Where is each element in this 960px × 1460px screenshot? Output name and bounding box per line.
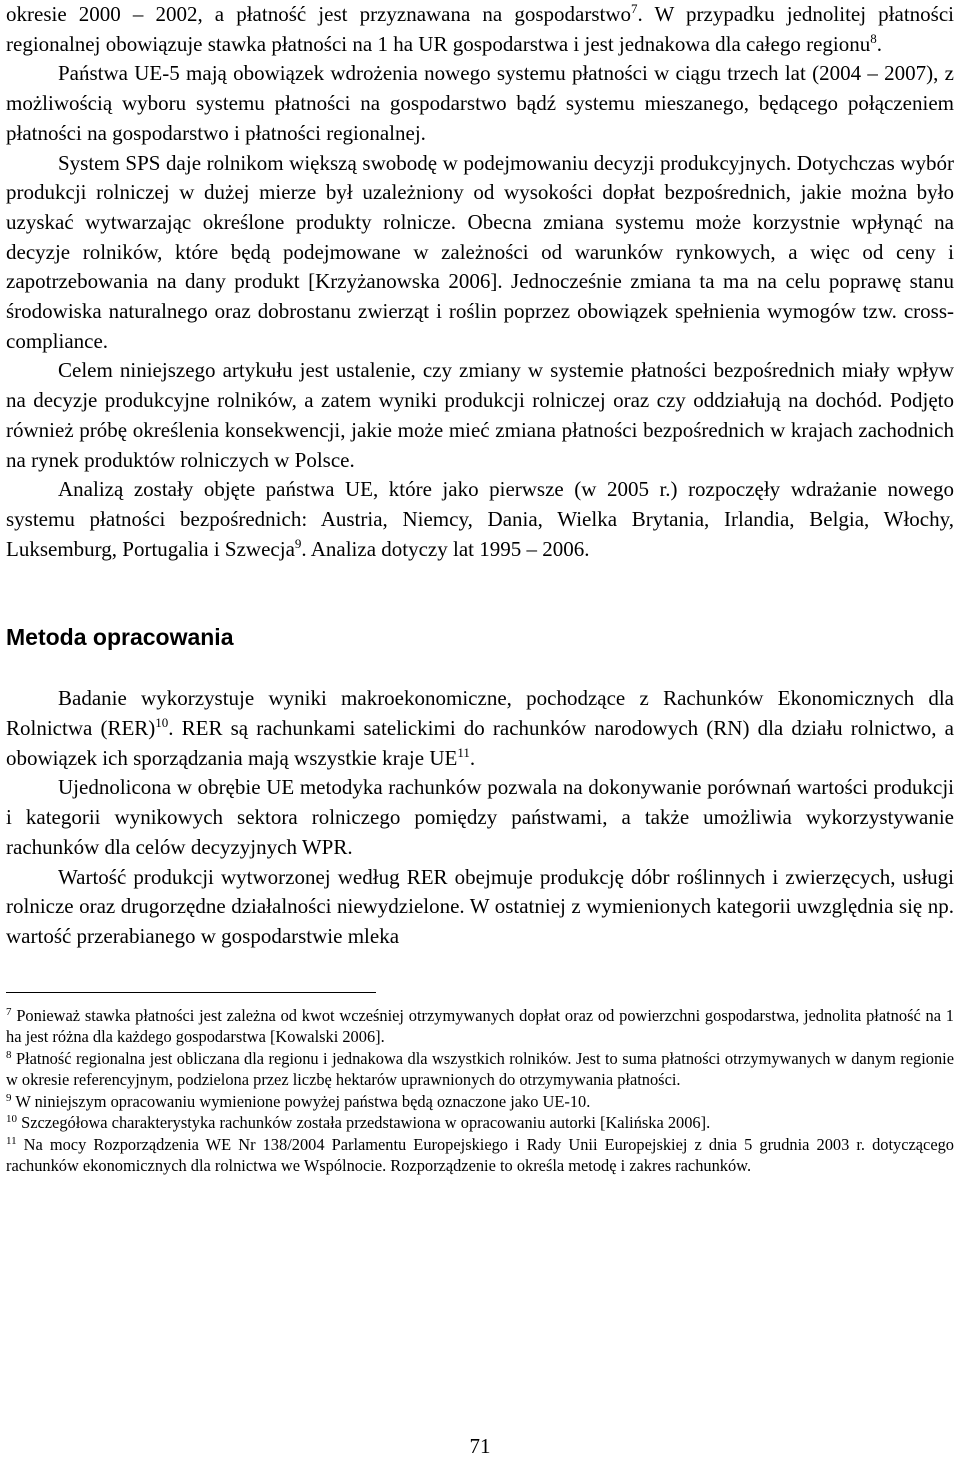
footnote-number: 8 <box>6 1048 12 1061</box>
text-run: okresie 2000 – 2002, a płatność jest przyznawana na gospodarstwo <box>6 2 632 26</box>
footnote-text: Płatność regionalna jest obliczana dla regionu i jednakowa dla wszystkich rolników. Jest to suma płatności otrzymywanych w danym regionie w okresie referencyjnym, podzielona przez liczbę hektarów uprawnionych do otrzymywania płatności. <box>6 1048 954 1090</box>
footnote-number: 10 <box>6 1113 17 1126</box>
body-paragraph <box>6 684 954 773</box>
text-run: . <box>876 31 882 56</box>
body-paragraph: Wartość produkcji wytworzonej według RER obejmuje produkcję dóbr roślinnych i zwierzęcych, usługi rolnicze oraz drugorzędne działalności niewydzielone. W ostatniej z wymienionych kategorii uwzględnia się np. wartość przerabianego w gospodarstwie mleka <box>6 864 954 948</box>
footnote-number: 7 <box>6 1005 12 1018</box>
body-paragraph: Państwa UE-5 mają obowiązek wdrożenia nowego systemu płatności w ciągu trzech lat (2004 – 2007), z możliwością wyboru systemu płatności na gospodarstwo bądź systemu mieszanego, będącego połączeniem płatności na gospodarstwo i płatności regionalnej. <box>6 61 954 145</box>
text-run: Analizą zostały objęte państwa UE, które jako pierwsze (w 2005 r.) rozpoczęły wdrażanie nowego systemu płatności bezpośrednich: Austria, Niemcy, Dania, Wielka Brytania, Irlandia, Belgia, Włochy, Luksemburg, Portugalia i Szwecja <box>6 477 954 561</box>
footnote-ref: 11 <box>457 744 470 760</box>
text-run: . <box>469 745 476 770</box>
footnote <box>6 1005 954 1048</box>
body-paragraph: Ujednolicona w obrębie UE metodyka rachunków pozwala na dokonywanie porównań wartości produkcji i kategorii wynikowych sektora rolniczego pomiędzy państwami, a także umożliwia wykorzystywanie rachunków dla celów decyzyjnych WPR. <box>6 775 954 859</box>
body-paragraph <box>6 0 954 59</box>
footnote-number: 11 <box>6 1134 17 1147</box>
body-paragraph <box>6 475 954 564</box>
footnote-separator <box>6 992 376 993</box>
body-paragraph: Celem niniejszego artykułu jest ustalenie, czy zmiany w systemie płatności bezpośrednich miały wpływ na decyzje produkcyjne rolników, a zatem wyniki produkcji rolniczej oraz czy oddziałują na dochód. Podjęto również próbę określenia konsekwencji, jakie może mieć zmiana płatności bezpośrednich w krajach zachodnich na rynek produktów rolniczych w Polsce. <box>6 358 954 472</box>
footnote <box>6 1134 954 1177</box>
document-page <box>6 0 954 1177</box>
text-run: Badanie wykorzystuje wyniki makroekonomiczne, pochodzące z Rachunków Ekonomicznych dla Rolnictwa (RER) <box>6 686 954 741</box>
footnotes <box>6 1005 954 1177</box>
text-run: . Analiza dotyczy lat 1995 – 2006. <box>301 536 590 561</box>
footnote-number: 9 <box>6 1091 12 1104</box>
footnote-text: Szczegółowa charakterystyka rachunków została przedstawiona w opracowaniu autorki [Kalińska 2006]. <box>21 1113 711 1133</box>
footnote-ref: 8 <box>870 30 877 46</box>
body-paragraph: System SPS daje rolnikom większą swobodę w podejmowaniu decyzji produkcyjnych. Dotychczas wybór produkcji rolniczej w dużej mierze był uzależniony od wysokości dopłat bezpośrednich, jakie można było uzyskać wytwarzając określone produkty rolnicze. Obecna zmiana systemu może korzystnie wpłynąć na decyzje rolników, które będą podejmowane w zależności od warunków rynkowych, a więc od ceny i zapotrzebowania na dany produkt [Krzyżanowska 2006]. Jednocześnie zmiana ta ma na celu poprawę stanu środowiska naturalnego oraz dobrostanu zwierząt i roślin poprzez obowiązek spełnienia wymogów tzw. cross-compliance. <box>6 150 954 353</box>
footnote-ref: 7 <box>631 1 638 16</box>
footnote-text: Na mocy Rozporządzenia WE Nr 138/2004 Parlamentu Europejskiego i Rady Unii Europejskiej z dnia 5 grudnia 2003 r. dotyczącego rachunków ekonomicznych dla rolnictwa we Wspólnocie. Rozporządzenie to określa metodę i zakres rachunków. <box>6 1134 954 1176</box>
footnote <box>6 1112 954 1134</box>
footnote-ref: 9 <box>294 535 302 551</box>
section-heading: Metoda opracowania <box>6 624 234 651</box>
footnote <box>6 1048 954 1091</box>
text-run: . RER są rachunkami satelickimi do rachunków narodowych (RN) dla działu rolnictwo, a obowiązek ich sporządzania mają wszystkie kraje UE <box>6 716 954 770</box>
text-run: . W przypadku jednolitej płatności regionalnej obowiązuje stawka płatności na 1 ha UR gospodarstwa i jest jednakowa dla całego regionu <box>6 2 954 56</box>
footnote-text: W niniejszym opracowaniu wymienione powyżej państwa będą oznaczone jako UE-10. <box>15 1091 591 1111</box>
footnote <box>6 1091 954 1113</box>
footnote-text: Ponieważ stawka płatności jest zależna od kwot wcześniej otrzymywanych dopłat oraz od powierzchni gospodarstwa, jednolita płatność na 1 ha jest różna dla każdego gospodarstwa [Kowalski 2006]. <box>6 1005 954 1047</box>
footnote-ref: 10 <box>155 715 169 731</box>
page-number: 71 <box>469 1434 491 1458</box>
